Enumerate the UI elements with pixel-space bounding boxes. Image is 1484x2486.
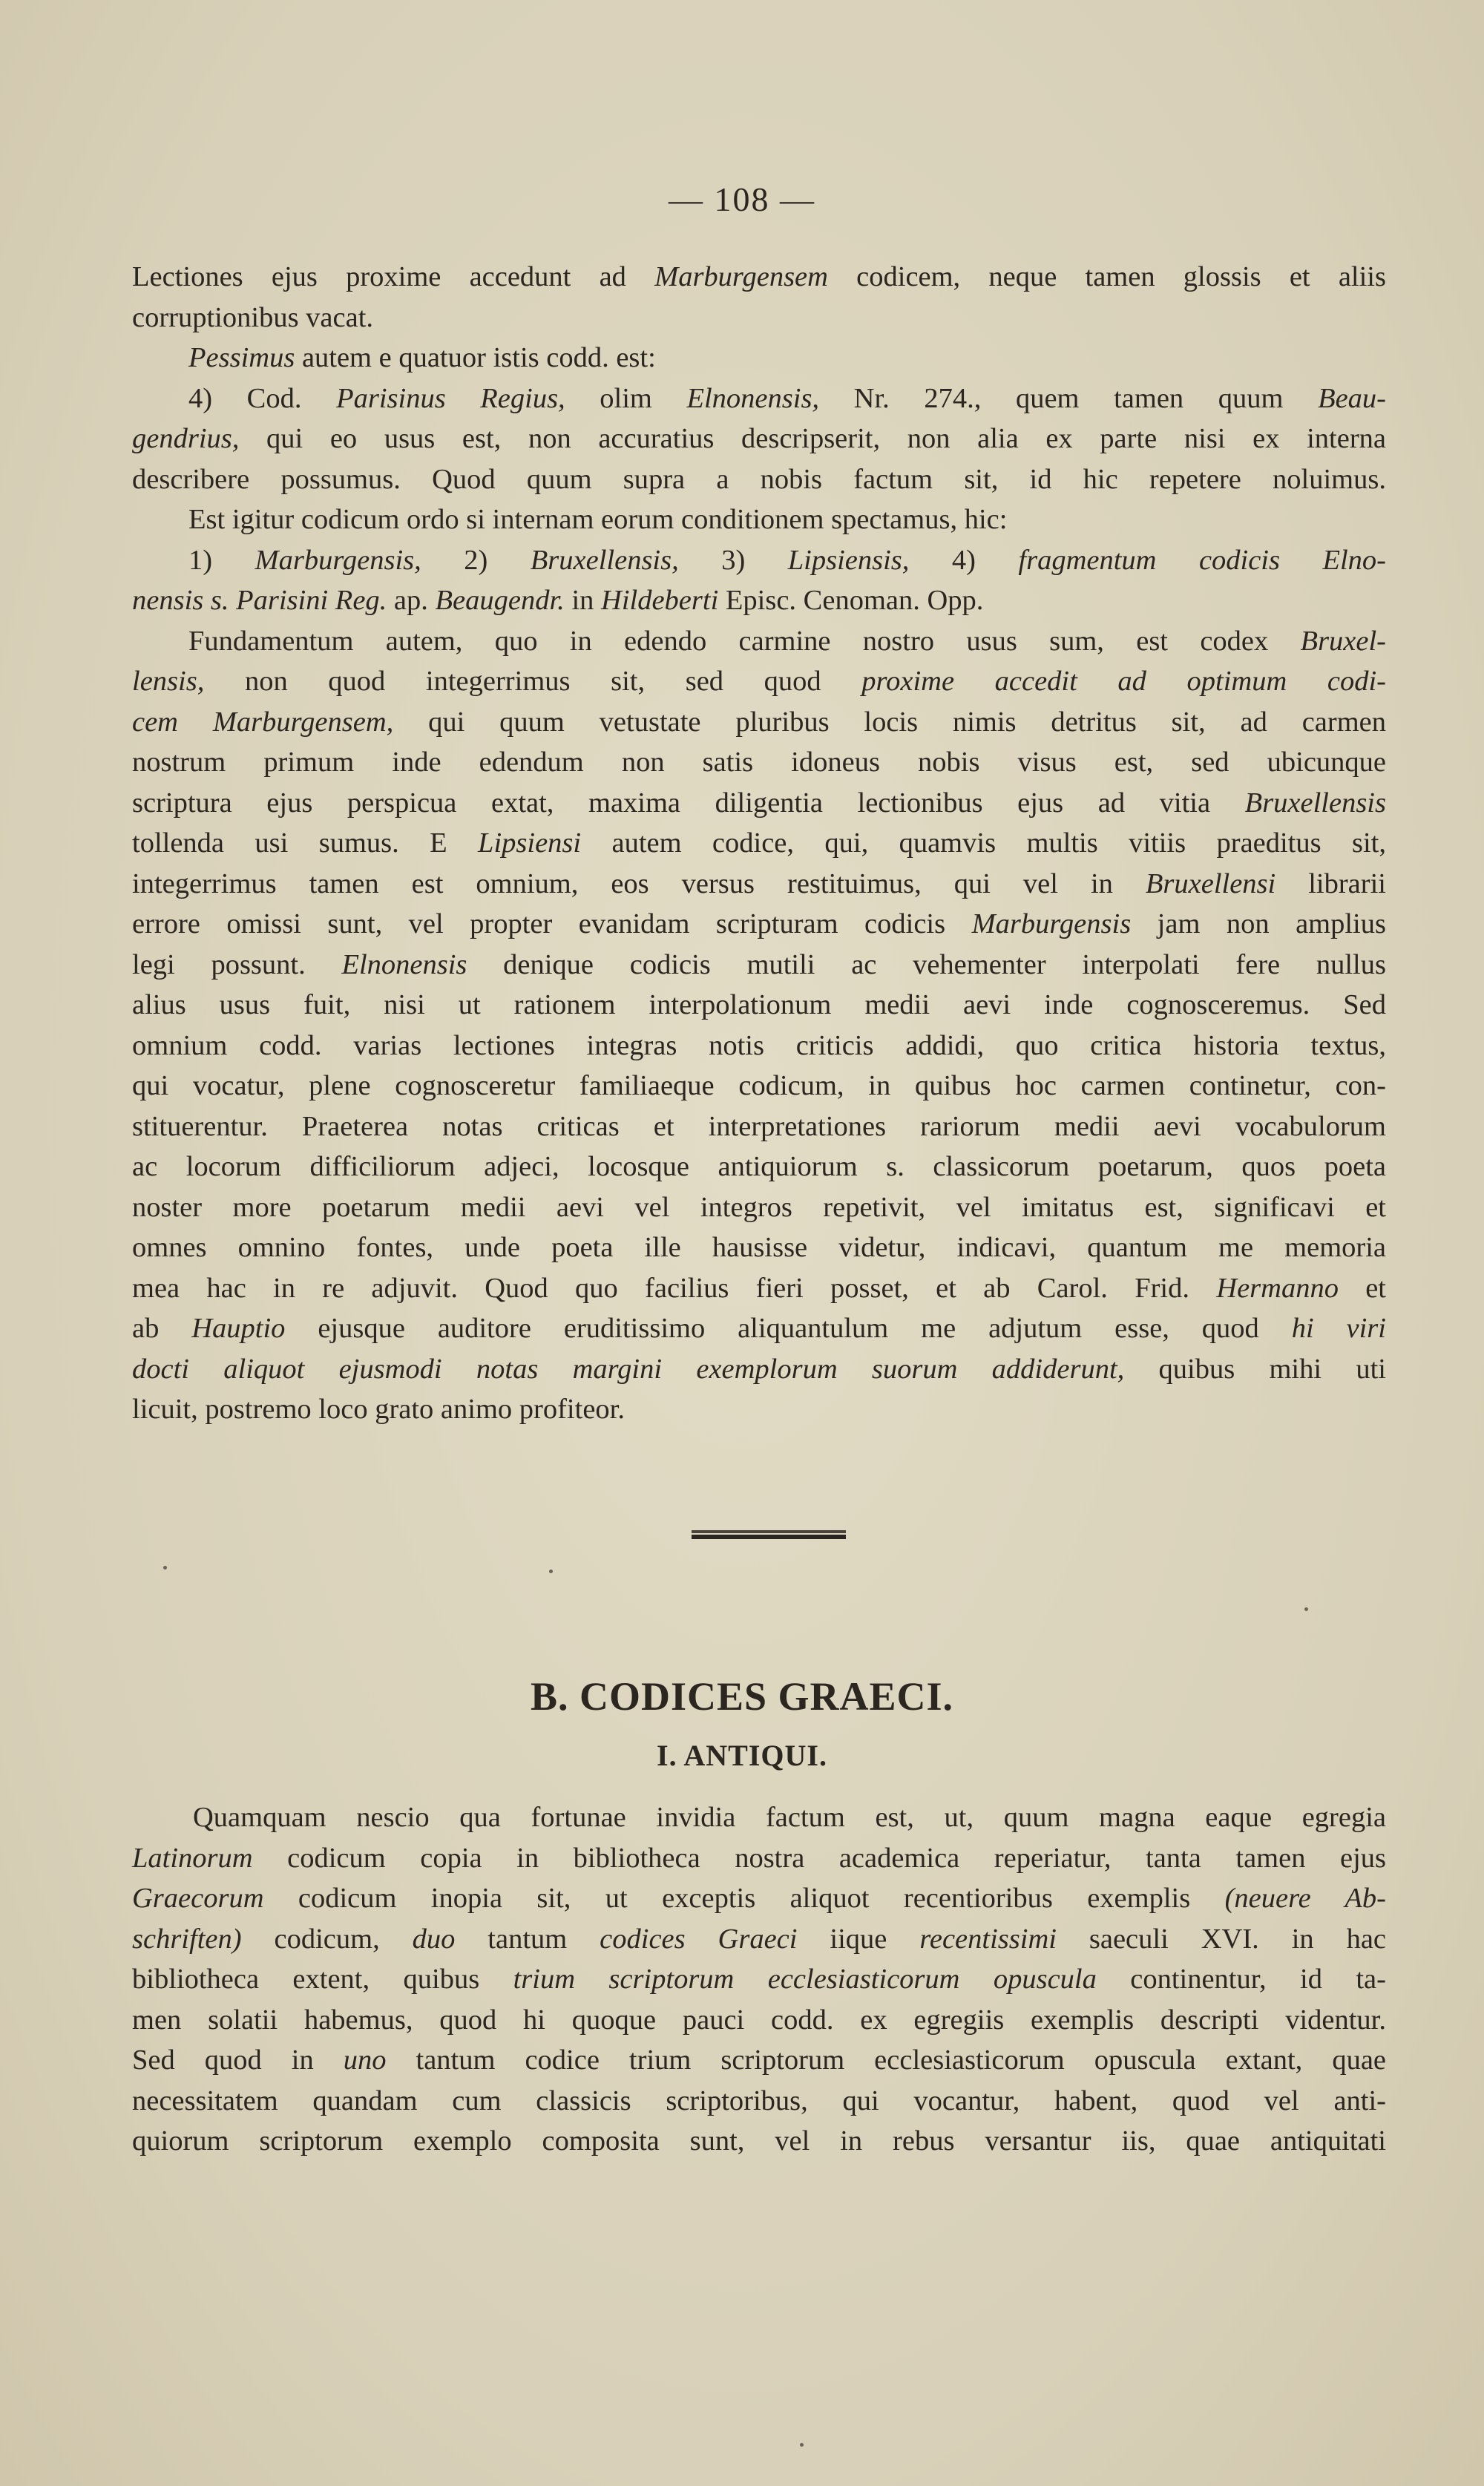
- text-run: non quod integerrimus sit, sed quod: [204, 666, 862, 697]
- italic-text: schriften): [132, 1923, 242, 1955]
- text-line: [132, 1187, 1386, 1228]
- section-divider-rule: [692, 1530, 846, 1539]
- text-run: stituerentur. Praeterea notas criticas et interpretationes rariorum medii aevi vocabulorum: [132, 1110, 1386, 1142]
- text-line: [132, 1959, 1386, 2000]
- italic-text: fragmentum codicis Elno-: [1018, 544, 1386, 576]
- text-run: continentur, id ta-: [1096, 1964, 1386, 1995]
- text-run: noster more poetarum medii aevi vel integros repetivit, vel imitatus est, significavi et: [132, 1191, 1386, 1223]
- text-run: 1): [188, 544, 255, 576]
- text-run: autem e quatuor istis codd. est:: [295, 342, 656, 373]
- text-line: [132, 378, 1386, 419]
- text-run: bibliotheca extent, quibus: [132, 1964, 513, 1995]
- text-run: saeculi XVI. in hac: [1056, 1923, 1386, 1955]
- text-run: tantum: [455, 1923, 600, 1955]
- italic-text: Hildeberti: [601, 585, 719, 616]
- text-line: [132, 2040, 1386, 2081]
- italic-text: Lipsiensis,: [787, 544, 910, 576]
- text-run: 4): [909, 544, 1019, 576]
- text-run: qui eo usus est, non accuratius descripserit, non alia ex parte nisi ex interna: [239, 423, 1386, 454]
- text-line: [132, 742, 1386, 783]
- text-run: omnes omnino fontes, unde poeta ille hausisse videtur, indicavi, quantum me memoria: [132, 1232, 1386, 1263]
- text-block-greek-codices: [132, 1797, 1386, 2162]
- text-run: Fundamentum autem, quo in edendo carmine nostro usus sum, est codex: [188, 625, 1301, 657]
- text-run: mea hac in re adjuvit. Quod quo facilius fieri posset, et ab Carol. Frid.: [132, 1272, 1217, 1304]
- text-line: [132, 945, 1386, 985]
- text-line: [132, 1227, 1386, 1268]
- text-run: nostrum primum inde edendum non satis idoneus nobis visus est, sed ubicunque: [132, 747, 1386, 778]
- italic-text: Elnonensis,: [686, 382, 820, 414]
- text-run: 4) Cod.: [188, 382, 337, 414]
- text-run: describere possumus. Quod quum supra a nobis factum sit, id hic repetere noluimus.: [132, 463, 1386, 495]
- italic-text: Marburgensis,: [255, 544, 421, 576]
- text-run: autem codice, qui, quamvis multis vitiis praeditus sit,: [581, 827, 1386, 859]
- text-run: codicum copia in bibliotheca nostra academica reperiatur, tanta tamen ejus: [252, 1842, 1386, 1874]
- text-line: [132, 338, 1386, 378]
- text-run: in: [564, 585, 602, 616]
- text-run: ac locorum difficiliorum adjeci, locosque antiquiorum s. classicorum poetarum, quos poeta: [132, 1151, 1386, 1182]
- text-line: [132, 1106, 1386, 1147]
- text-run: codicum,: [241, 1923, 413, 1955]
- text-run: corruptionibus vacat.: [132, 301, 374, 333]
- text-run: Quamquam nescio qua fortunae invidia factum est, ut, quum magna eaque egregia: [193, 1802, 1386, 1833]
- italic-text: Hauptio: [191, 1313, 286, 1344]
- paper-speck: [549, 1570, 553, 1573]
- text-run: iique: [797, 1923, 920, 1955]
- text-run: licuit, postremo loco grato animo profiteor.: [132, 1394, 625, 1425]
- italic-text: Bruxellensi: [1145, 868, 1276, 899]
- text-line: [132, 1268, 1386, 1309]
- text-line: [132, 1147, 1386, 1187]
- text-line: [132, 298, 1386, 338]
- page-number: — 108 —: [669, 180, 815, 218]
- section-title: B. CODICES GRAECI.: [530, 1674, 954, 1719]
- italic-text: codices Graeci: [600, 1923, 798, 1955]
- text-line: [132, 540, 1386, 581]
- text-run: errore omissi sunt, vel propter evanidam scripturam codicis: [132, 908, 972, 939]
- text-run: Nr. 274., quem tamen quum: [819, 382, 1319, 414]
- paper-speck: [1304, 1607, 1308, 1611]
- text-line: [132, 1919, 1386, 1960]
- text-run: tantum codice trium scriptorum ecclesiasticorum opuscula extant, quae: [386, 2044, 1386, 2076]
- text-run: integerrimus tamen est omnium, eos versus restituimus, qui vel in: [132, 868, 1146, 899]
- text-run: tollenda usi sumus. E: [132, 827, 479, 859]
- text-line: [132, 1878, 1386, 1919]
- text-run: codicum inopia sit, ut exceptis aliquot recentioribus exemplis: [263, 1883, 1225, 1914]
- text-run: alius usus fuit, nisi ut rationem interpolationum medii aevi inde cognosceremus. Sed: [132, 989, 1386, 1020]
- italic-text: nensis s. Parisini Reg.: [132, 585, 387, 616]
- italic-text: Hermanno: [1216, 1272, 1339, 1304]
- text-run: Lectiones ejus proxime accedunt ad: [132, 261, 655, 292]
- italic-text: Latinorum: [132, 1842, 253, 1874]
- italic-text: lensis,: [132, 666, 205, 697]
- italic-text: Bruxellensis: [1244, 787, 1386, 819]
- paper-speck: [163, 1566, 167, 1570]
- text-run: scriptura ejus perspicua extat, maxima diligentia lectionibus ejus ad vitia: [132, 787, 1245, 819]
- text-line: [132, 864, 1386, 905]
- text-line: [132, 702, 1386, 743]
- italic-text: Beaugendr.: [435, 585, 565, 616]
- italic-text: Beau-: [1318, 382, 1386, 414]
- italic-text: gendrius,: [132, 423, 240, 454]
- text-run: omnium codd. varias lectiones integras notis criticis addidi, quo critica historia textus,: [132, 1029, 1386, 1061]
- text-line: [132, 985, 1386, 1026]
- text-line: [132, 580, 1386, 621]
- text-run: librarii: [1275, 868, 1386, 899]
- italic-text: Bruxel-: [1300, 625, 1386, 657]
- italic-text: Elnonensis: [341, 948, 467, 980]
- text-run: jam non amplius: [1131, 908, 1386, 939]
- italic-text: Bruxellensis,: [530, 544, 679, 576]
- text-run: et: [1338, 1272, 1386, 1304]
- italic-text: cem Marburgensem,: [132, 706, 394, 738]
- text-line: [132, 1308, 1386, 1349]
- italic-text: Marburgensis: [971, 908, 1132, 939]
- text-run: denique codicis mutili ac vehementer interpolati fere nullus: [467, 948, 1386, 980]
- text-run: ejusque auditore eruditissimo aliquantulum me adjutum esse, quod: [285, 1313, 1292, 1344]
- text-run: 2): [421, 544, 531, 576]
- text-line: [132, 499, 1386, 540]
- text-line: [132, 1389, 1386, 1430]
- text-line: [132, 459, 1386, 500]
- text-line: [132, 823, 1386, 864]
- text-line: [132, 621, 1386, 662]
- italic-text: uno: [343, 2044, 387, 2076]
- italic-text: Parisinus Regius,: [336, 382, 565, 414]
- text-run: men solatii habemus, quod hi quoque pauci codd. ex egregiis exemplis descripti videntur.: [132, 2004, 1386, 2036]
- text-run: 3): [678, 544, 788, 576]
- text-line: [132, 1066, 1386, 1106]
- text-run: necessitatem quandam cum classicis scriptoribus, qui vocantur, habent, quod vel anti-: [132, 2085, 1386, 2116]
- text-run: ap.: [387, 585, 436, 616]
- italic-text: Graecorum: [132, 1883, 264, 1914]
- text-run: quibus mihi uti: [1124, 1353, 1386, 1385]
- text-run: qui vocatur, plene cognosceretur familiaeque codicum, in quibus hoc carmen continetur, con-: [132, 1070, 1386, 1101]
- text-line: [132, 1838, 1386, 1879]
- text-run: quiorum scriptorum exemplo composita sunt, vel in rebus versantur iis, quae antiquitati: [132, 2125, 1386, 2157]
- text-run: Sed quod in: [132, 2044, 344, 2076]
- text-run: Est igitur codicum ordo si internam eorum conditionem spectamus, hic:: [188, 504, 1008, 535]
- italic-text: docti aliquot ejusmodi notas margini exemplorum suorum addiderunt,: [132, 1353, 1125, 1385]
- italic-text: proxime accedit ad optimum codi-: [861, 666, 1386, 697]
- text-line: [132, 2121, 1386, 2162]
- italic-text: hi viri: [1291, 1313, 1386, 1344]
- text-run: codicem, neque tamen glossis et aliis: [827, 261, 1386, 292]
- text-line: [132, 1026, 1386, 1066]
- italic-text: Pessimus: [188, 342, 295, 373]
- text-run: legi possunt.: [132, 948, 342, 980]
- text-line: [132, 257, 1386, 298]
- text-line: [132, 1797, 1386, 1838]
- text-line: [132, 1349, 1386, 1390]
- text-line: [132, 2081, 1386, 2122]
- paper-speck: [800, 2443, 804, 2447]
- italic-text: (neuere Ab-: [1224, 1883, 1386, 1914]
- italic-text: recentissimi: [919, 1923, 1057, 1955]
- text-run: ab: [132, 1313, 192, 1344]
- text-line: [132, 904, 1386, 945]
- text-run: olim: [565, 382, 687, 414]
- text-run: Episc. Cenoman. Opp.: [718, 585, 984, 616]
- text-line: [132, 2000, 1386, 2041]
- italic-text: duo: [412, 1923, 456, 1955]
- text-line: [132, 783, 1386, 824]
- text-line: [132, 661, 1386, 702]
- text-block-latin-codices: [132, 257, 1386, 1430]
- italic-text: Marburgensem: [654, 261, 828, 292]
- italic-text: trium scriptorum ecclesiasticorum opuscula: [513, 1964, 1097, 1995]
- text-line: [132, 419, 1386, 459]
- text-run: qui quum vetustate pluribus locis nimis detritus sit, ad carmen: [393, 706, 1386, 738]
- italic-text: Lipsiensi: [478, 827, 582, 859]
- subsection-title: I. ANTIQUI.: [657, 1739, 827, 1772]
